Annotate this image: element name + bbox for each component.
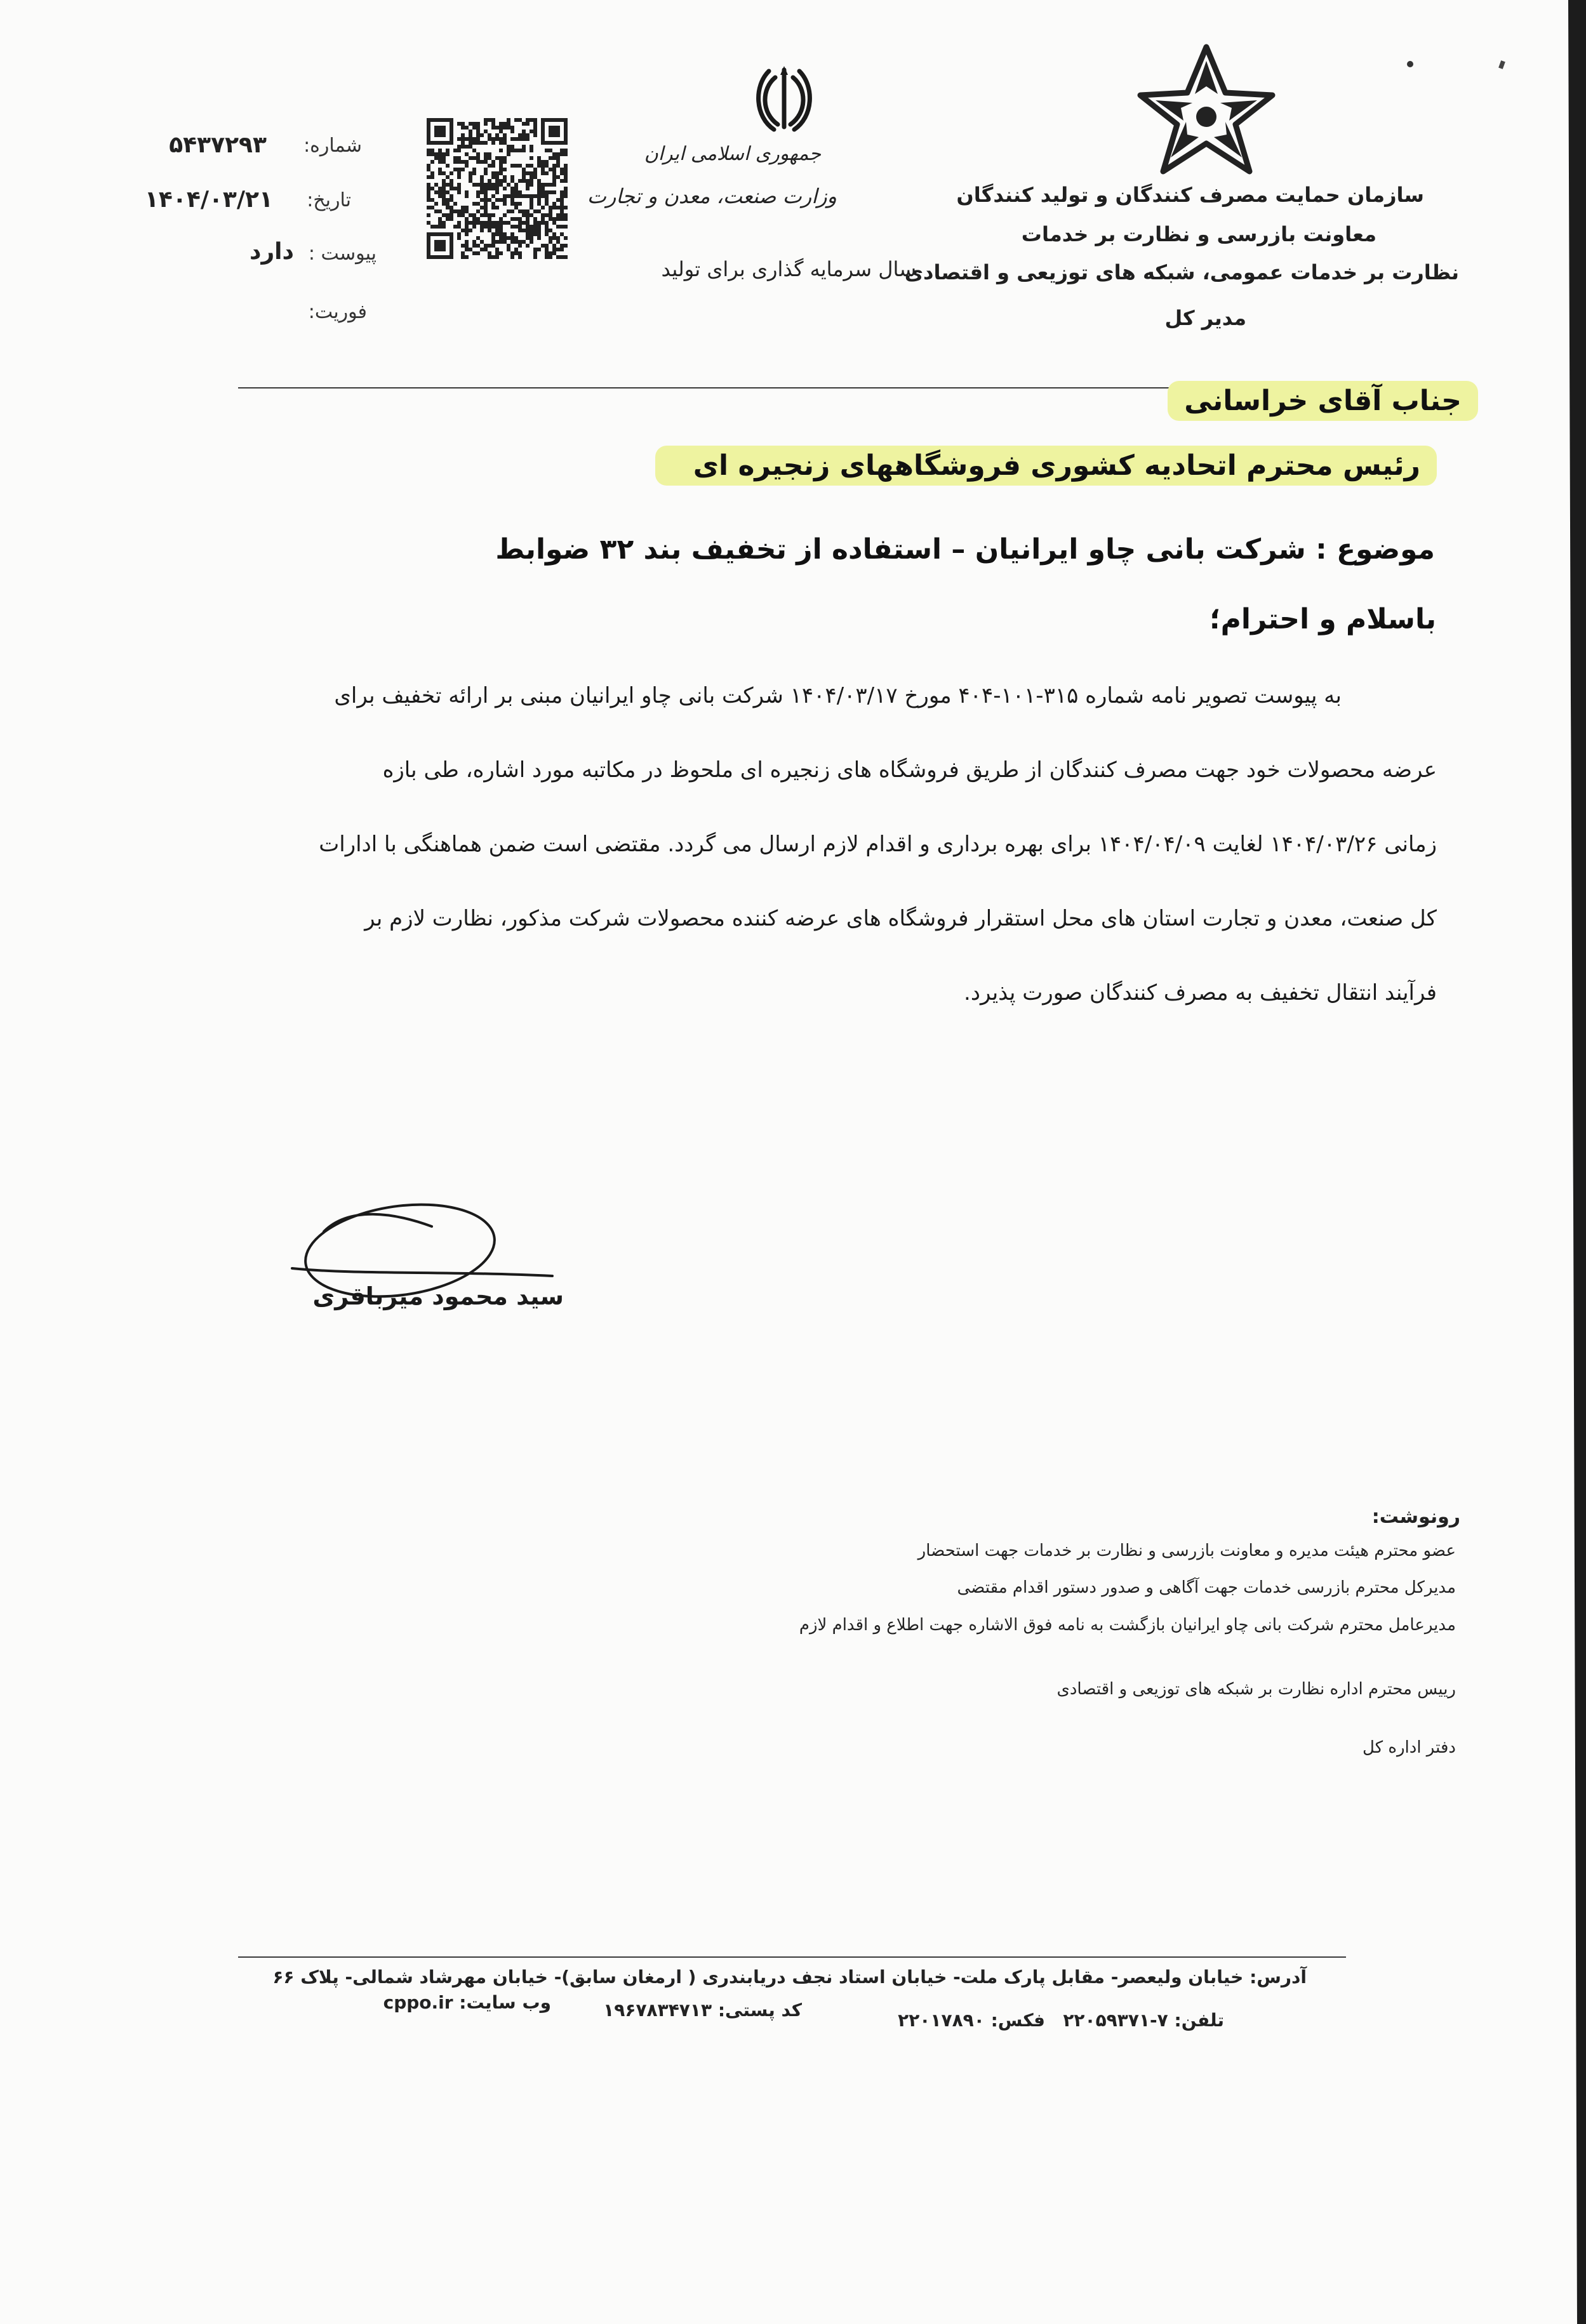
letter-number-label: شماره: <box>303 135 362 157</box>
recipient-title-block <box>655 446 1437 486</box>
body-line: فرآیند انتقال تخفیف به مصرف کنندگان صورت پذیرد. <box>964 980 1437 1006</box>
signature-scribble <box>279 1193 571 1333</box>
footer-website: وب سایت: cppo.ir <box>383 1992 551 2013</box>
letter-number-value: ۵۴۳۷۲۹۳ <box>169 132 267 158</box>
attachment-label: پیوست : <box>308 242 377 265</box>
year-slogan: سال سرمایه گذاری برای تولید <box>661 257 916 281</box>
cc-item: عضو محترم هیئت مدیره و معاونت بازرسی و نظارت بر خدمات جهت استحضار <box>917 1541 1456 1560</box>
footer-address: آدرس: خیابان ولیعصر- مقابل پارک ملت- خیابان استاد نجف دریابندری ( ارمغان سابق)- خیابان مهرشاد شمالی- پلاک ۶۶ <box>272 1967 1307 1988</box>
recipient-block <box>1168 381 1478 421</box>
cc-item: دفتر اداره کل <box>1363 1738 1456 1757</box>
cc-title: رونوشت: <box>1371 1506 1460 1528</box>
country-name: جمهوری اسلامی ایران <box>644 143 821 165</box>
signatory-name: سید محمود میرباقری <box>312 1282 564 1310</box>
letter-date-value: ۱۴۰۴/۰۳/۲۱ <box>144 187 273 213</box>
body-line: عرضه محصولات خود جهت مصرف کنندگان از طریق فروشگاه های زنجیره ای ملحوظ در مکاتبه مورد اشاره، طی بازه <box>382 757 1437 783</box>
recipient-name: جناب آقای خراسانی <box>1168 381 1478 421</box>
ministry-name: وزارت صنعت، معدن و تجارت <box>587 184 837 208</box>
scan-dot <box>1407 61 1413 67</box>
national-emblem-icon <box>752 63 816 133</box>
footer-phone: تلفن: ۷-۲۲۰۵۹۳۷۱ <box>1063 2010 1224 2031</box>
urgency-label: فوریت: <box>308 301 367 323</box>
body-line: زمانی ۱۴۰۴/۰۳/۲۶ لغایت ۱۴۰۴/۰۴/۰۹ برای بهره برداری و اقدام لازم ارسال می گردد. مقتضی است ضمن هماهنگی با ادارات <box>319 832 1437 857</box>
footer-fax: فکس: ۲۲۰۱۷۸۹۰ <box>898 2010 1045 2031</box>
recipient-title: رئیس محترم اتحادیه کشوری فروشگاههای زنجیره ای <box>655 446 1437 486</box>
attachment-value: دارد <box>249 239 294 265</box>
letter-greeting: باسلام و احترام؛ <box>1209 603 1436 635</box>
cc-item: رییس محترم اداره نظارت بر شبکه های توزیعی و اقتصادی <box>1056 1680 1456 1699</box>
body-line: به پیوست تصویر نامه شماره ۳۱۵-۱۰۱-۴۰۴ مورخ ۱۴۰۴/۰۳/۱۷ شرکت بانی چاو ایرانیان مبنی بر ارائه تخفیف برای <box>334 683 1342 708</box>
cc-item: مدیرعامل محترم شرکت بانی چاو ایرانیان بازگشت به نامه فوق الاشاره جهت اطلاع و اقدام لازم <box>799 1616 1456 1635</box>
letter-body <box>180 659 1437 1030</box>
letter-subject: موضوع : شرکت بانی چاو ایرانیان – استفاده از تخفیف بند ۳۲ ضوابط <box>495 533 1435 566</box>
footer-postal-code: کد پستی: ۱۹۶۷۸۳۴۷۱۳ <box>603 2000 802 2021</box>
cc-item: مدیرکل محترم بازرسی خدمات جهت آگاهی و صدور دستور اقدام مقتضی <box>957 1578 1456 1597</box>
org-name: سازمان حمایت مصرف کنندگان و تولید کنندگان <box>956 183 1424 207</box>
org-role: مدیر کل <box>1164 306 1246 330</box>
footer-divider <box>238 1956 1346 1958</box>
qr-code <box>427 118 568 259</box>
organization-logo <box>1136 42 1276 175</box>
letter-date-label: تاریخ: <box>307 189 351 211</box>
body-line: کل صنعت، معدن و تجارت استان های محل استقرار فروشگاه های عرضه کننده محصولات شرکت مذکور، نظارت لازم بر <box>364 906 1437 931</box>
org-deputy: معاونت بازرسی و نظارت بر خدمات <box>1021 222 1376 246</box>
org-department: نظارت بر خدمات عمومی، شبکه های توزیعی و اقتصادی <box>904 260 1459 284</box>
